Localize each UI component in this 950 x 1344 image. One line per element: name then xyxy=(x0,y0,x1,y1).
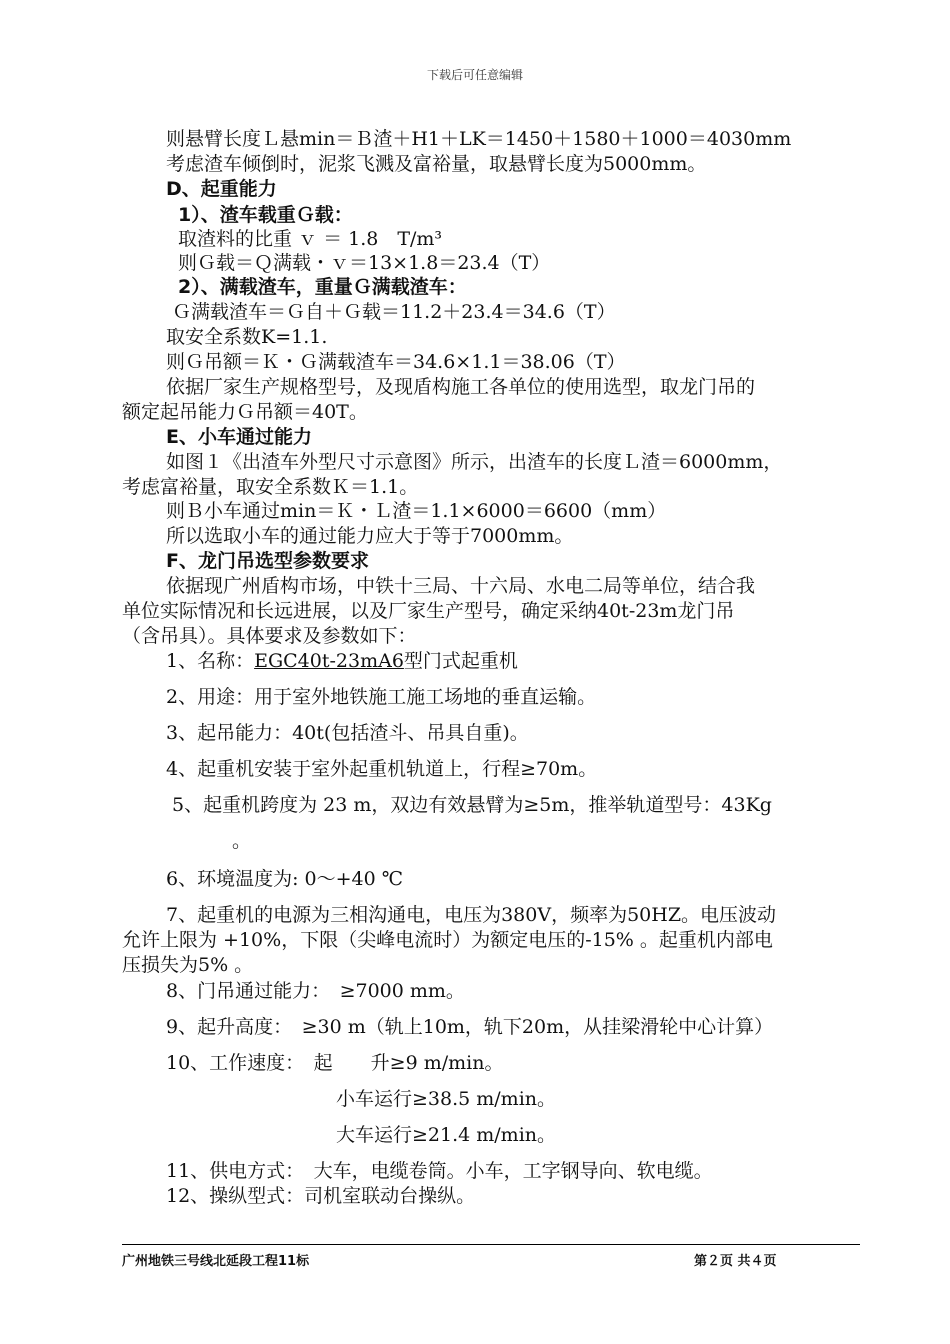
text-line: 额定起吊能力Ｇ吊额＝40T。 xyxy=(122,401,368,423)
list-item-6: 6、环境温度为: 0～+40 ℃ xyxy=(166,868,404,890)
text-line: （含吊具）。具体要求及参数如下： xyxy=(122,625,417,647)
list-item-text: 型门式起重机 xyxy=(403,650,518,672)
text-line: 考虑富裕量，取安全系数Ｋ＝1.1。 xyxy=(122,476,419,498)
text-line: 则Ｂ小车通过min＝Ｋ・Ｌ渣＝1.1×6000＝6600（mm） xyxy=(166,500,667,522)
text-line: 所以选取小车的通过能力应大于等于7000mm。 xyxy=(166,525,574,547)
subsection-heading: 1）、渣车载重Ｇ载： xyxy=(178,204,353,226)
text-line: 如图１《出渣车外型尺寸示意图》所示，出渣车的长度Ｌ渣＝6000mm， xyxy=(166,451,783,473)
list-item-10-crane: 大车运行≥21.4 m/min。 xyxy=(336,1124,557,1146)
list-item-8: 8、门吊通过能力： ≥7000 mm。 xyxy=(166,980,465,1002)
text-line: 依据厂家生产规格型号，及现盾构施工各单位的使用选型，取龙门吊的 xyxy=(166,376,756,398)
list-item-11: 11、供电方式： 大车，电缆卷筒。小车，工字钢导向、软电缆。 xyxy=(166,1160,713,1182)
list-item-1 xyxy=(166,648,518,674)
text-line: 则Ｇ吊额＝Ｋ・Ｇ满载渣车＝34.6×1.1＝38.06（T） xyxy=(166,351,626,373)
page-header-note: 下载后可任意编辑 xyxy=(426,68,523,82)
text-line: 单位实际情况和长远进展，以及厂家生产型号，确定采纳40t-23m龙门吊 xyxy=(122,600,735,622)
text-line: Ｇ满载渣车＝Ｇ自＋Ｇ载＝11.2＋23.4＝34.6（T） xyxy=(172,301,616,323)
subsection-heading: 2）、满载渣车，重量Ｇ满载渣车： xyxy=(178,276,467,298)
list-item-9: 9、起升高度： ≥30 m（轨上10m，轨下20m，从挂梁滑轮中心计算） xyxy=(166,1016,774,1038)
text-line: 则Ｇ载＝Ｑ满载・ｖ＝13×1.8＝23.4（T） xyxy=(178,252,551,274)
model-number: EGC40t-23mA6 xyxy=(254,650,404,672)
list-item-10: 10、工作速度： 起 升≥9 m/min。 xyxy=(166,1052,504,1074)
footer-divider xyxy=(122,1244,860,1245)
footer-project-name: 广州地铁三号线北延段工程11标 xyxy=(122,1254,310,1269)
list-item-2: 2、用途：用于室外地铁施工施工场地的垂直运输。 xyxy=(166,686,597,708)
text-line: 取安全系数K=1.1. xyxy=(166,326,328,348)
text-line: 取渣料的比重 ｖ ＝ 1.8 T/m³ xyxy=(178,228,443,250)
section-heading: F、龙门吊选型参数要求 xyxy=(166,550,369,572)
list-item-3: 3、起吊能力：40t(包括渣斗、吊具自重)。 xyxy=(166,722,529,744)
text-line: 考虑渣车倾倒时，泥浆飞溅及富裕量，取悬臂长度为5000mm。 xyxy=(166,153,707,175)
text-line: 则悬臂长度Ｌ悬min＝Ｂ渣＋H1＋LK＝1450＋1580＋1000＝4030mm xyxy=(166,128,792,150)
list-item-4: 4、起重机安装于室外起重机轨道上，行程≥70m。 xyxy=(166,758,598,780)
section-heading: D、起重能力 xyxy=(166,178,277,200)
text-line: 允许上限为 +10%，下限（尖峰电流时）为额定电压的-15% 。起重机内部电 xyxy=(122,929,773,951)
text-line: 依据现广州盾构市场，中铁十三局、十六局、水电二局等单位，结合我 xyxy=(166,575,756,597)
text-line: 压损失为5% 。 xyxy=(122,954,254,976)
list-item-12: 12、操纵型式：司机室联动台操纵。 xyxy=(166,1185,476,1207)
footer-page-number: 第２页 共４页 xyxy=(694,1254,777,1269)
list-item-label: 1、名称： xyxy=(166,650,255,672)
list-item-10-trolley: 小车运行≥38.5 m/min。 xyxy=(336,1088,557,1110)
list-item-5-end: 。 xyxy=(232,830,252,852)
list-item-5: 5、起重机跨度为 23 m，双边有效悬臂为≥5m，推举轨道型号：43Kg xyxy=(172,794,772,816)
section-heading: E、小车通过能力 xyxy=(166,426,312,448)
list-item-7: 7、起重机的电源为三相沟通电，电压为380V，频率为50HZ。电压波动 xyxy=(166,904,777,926)
